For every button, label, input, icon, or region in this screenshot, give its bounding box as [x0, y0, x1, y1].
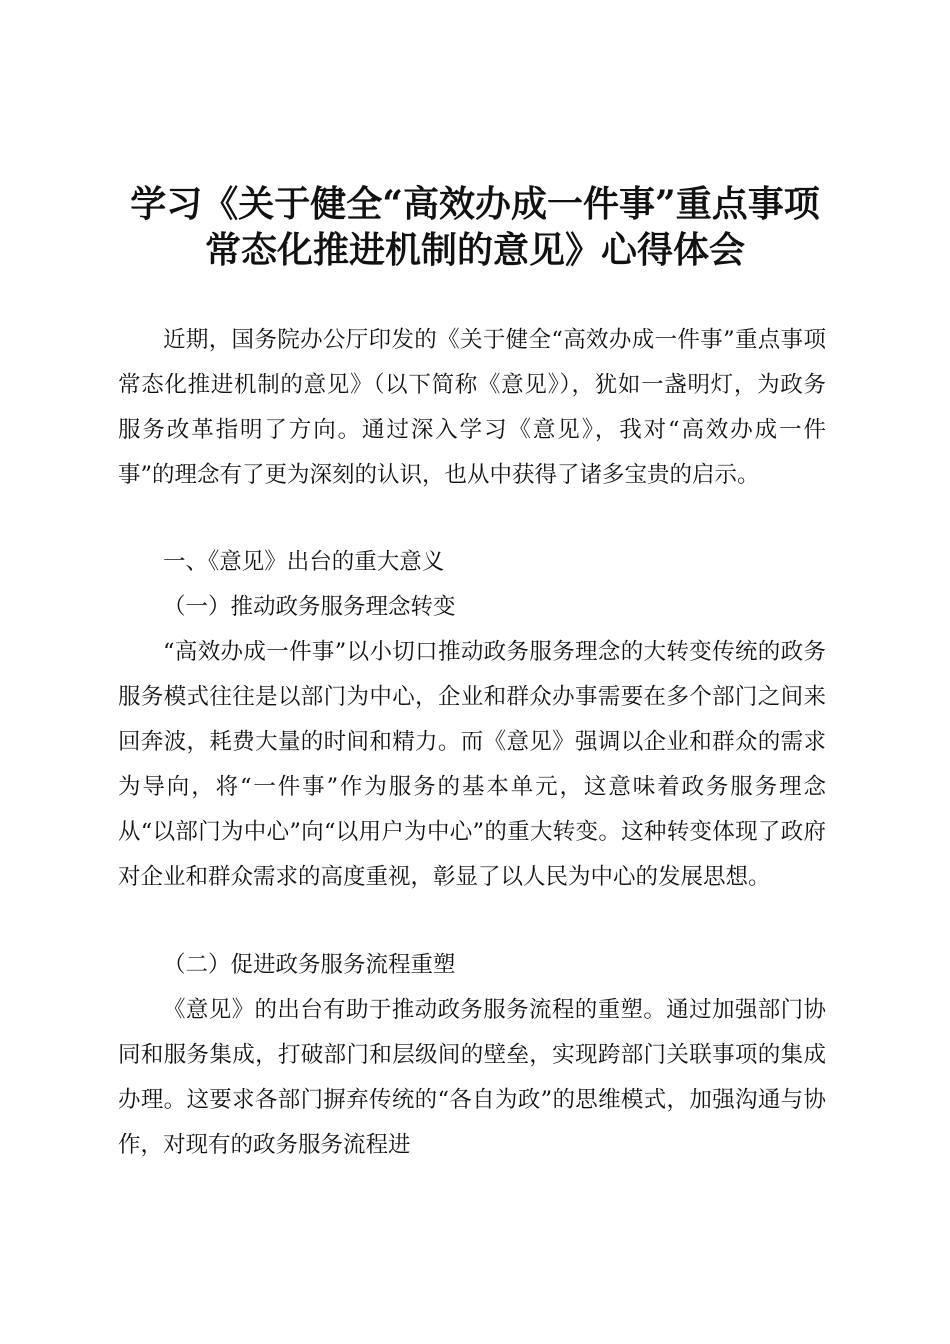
subsection-2-heading: （二）促进政务服务流程重塑 — [163, 952, 456, 978]
subsection-1-heading: （一）推动政务服务理念转变 — [163, 594, 456, 620]
section-1-heading: 一、《意见》出台的重大意义 — [163, 549, 445, 575]
subsection-2-paragraph: 《意见》的出台有助于推动政务服务流程的重塑。通过加强部门协同和服务集成，打破部门和层级间的壁垒，实现跨部门关联事项的集成办理。这要求各部门摒弃传统的“各自为政”的思维模式，加强沟通与协作，对现有的政务服务流程进 — [118, 997, 826, 1158]
document-title-line-2: 常态化推进机制的意见》心得体会 — [204, 229, 745, 271]
subsection-1-paragraph: “高效办成一件事”以小切口推动政务服务理念的大转变传统的政务服务模式往往是以部门为中心，企业和群众办事需要在多个部门之间来回奔波，耗费大量的时间和精力。而《意见》强调以企业和群众的需求为导向，将“一件事”作为服务的基本单元，这意味着政务服务理念从“以部门为中心”向“以用户为中心”的重大转变。这种转变体现了政府对企业和群众需求的高度重视，彰显了以人民为中心的发展思想。 — [118, 639, 826, 890]
intro-paragraph: 近期，国务院办公厅印发的《关于健全“高效办成一件事”重点事项常态化推进机制的意见》（以下简称《意见》），犹如一盏明灯，为政务服务改革指明了方向。通过深入学习《意见》，我对“高效办成一件事”的理念有了更为深刻的认识，也从中获得了诸多宝贵的启示。 — [118, 327, 826, 488]
document-title-line-1: 学习《关于健全“高效办成一件事”重点事项 — [130, 183, 820, 225]
